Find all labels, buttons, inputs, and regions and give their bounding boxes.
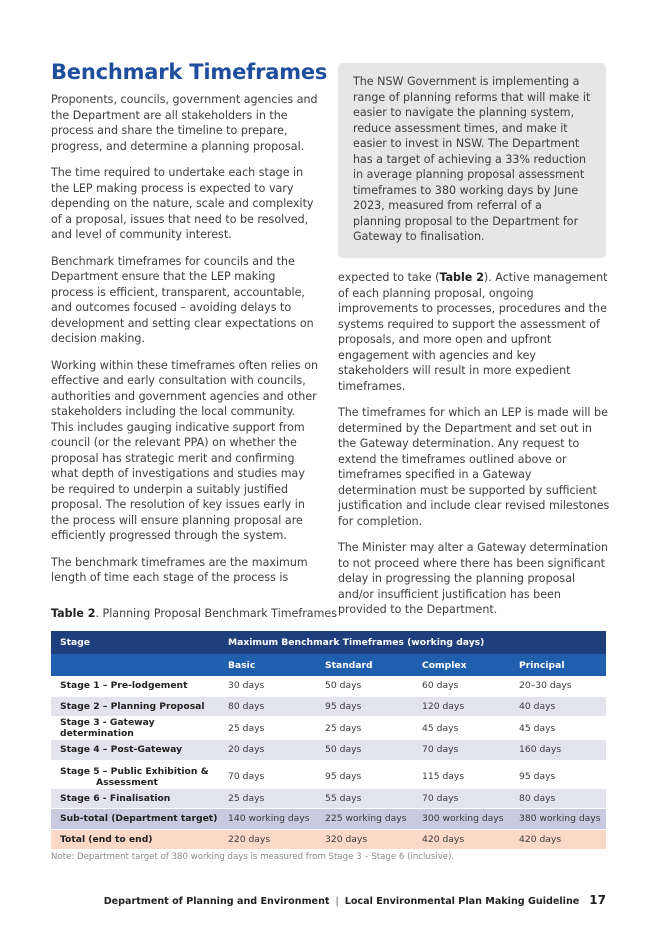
table-caption-label: Table 2 [51,607,96,620]
table-row [51,696,606,717]
total-row [51,829,606,850]
footer-department: Department of Planning and Environment [103,896,330,907]
value-cell: 70 days [413,740,510,761]
value-cell: 25 days [316,717,413,740]
value-cell: 420 days [510,829,606,850]
value-cell: 380 working days [510,809,606,830]
table-caption-text: . Planning Proposal Benchmark Timeframes [95,607,338,620]
value-cell: 140 working days [219,809,316,830]
value-cell: 40 days [510,696,606,717]
value-cell: 225 working days [316,809,413,830]
table-row [51,740,606,761]
right-column [338,270,610,629]
table-row [51,676,606,696]
value-cell: 55 days [316,788,413,809]
stage-cell: Stage 4 – Post-Gateway [51,740,219,761]
value-cell: 95 days [316,696,413,717]
value-cell: 115 days [413,760,510,788]
value-cell: 30 days [219,676,316,696]
value-cell: 25 days [219,788,316,809]
text-run: ). Active management of each planning proposal, ongoing improvements to processes, procedures and the systems required to support the assessment of proposals, and more open and upfront engagement with agencies and key stakeholders will result in more expedient timeframes. [338,271,608,393]
table-caption [51,607,337,620]
stage-line: Assessment [96,776,158,788]
page-number: 17 [589,893,606,907]
value-cell: 95 days [316,760,413,788]
table-row [51,788,606,809]
paragraph: Proponents, councils, government agencies and the Department are all stakeholders in the process and share the timeline to prepare, progress, and determine a planning proposal. [51,93,318,153]
value-cell: 45 days [510,717,606,740]
header-blank [51,654,219,676]
stage-cell: Stage 3 - Gateway determination [51,717,219,740]
page-title: Benchmark Timeframes [51,60,328,84]
value-cell: 80 days [510,788,606,809]
header-stage: Stage [51,631,219,654]
value-cell: 20 days [219,740,316,761]
text-run: expected to take ( [338,271,440,284]
footer-separator: | [335,896,339,907]
footer-guideline: Local Environmental Plan Making Guideline [344,896,580,907]
value-cell: 45 days [413,717,510,740]
header-standard: Standard [316,654,413,676]
value-cell: 320 days [316,829,413,850]
stage-cell: Stage 2 – Planning Proposal [51,696,219,717]
stage-cell: Sub-total (Department target) [51,809,219,830]
left-column [51,92,321,597]
stage-cell: Total (end to end) [51,829,219,850]
stage-line: Stage 5 – Public Exhibition & [60,765,209,777]
value-cell: 70 days [219,760,316,788]
benchmark-table [51,631,606,850]
stage-cell: Stage 6 - Finalisation [51,788,219,809]
value-cell: 95 days [510,760,606,788]
paragraph: Working within these timeframes often relies on effective and early consultation with councils, authorities and government agencies and other stakeholders including the local community. This includes gauging indicative support from council (or the relevant PPA) on whether the proposal has strategic merit and confirming what depth of investigations and studies may be required to underpin a suitably justified proposal. The resolution of key issues early in the process will ensure planning proposal are efficiently progressed through the system. [51,358,319,542]
header-complex: Complex [413,654,510,676]
value-cell: 60 days [413,676,510,696]
header-group: Maximum Benchmark Timeframes (working days) [219,631,606,654]
value-cell: 120 days [413,696,510,717]
value-cell: 220 days [219,829,316,850]
paragraph: Benchmark timeframes for councils and the Department ensure that the LEP making process is efficient, transparent, accountable, and outcomes focused – avoiding delays to development and setting clear expectations on decision making. [51,254,314,345]
stage-cell [51,760,219,788]
value-cell: 420 days [413,829,510,850]
value-cell: 70 days [413,788,510,809]
table-row [51,760,606,788]
value-cell: 300 working days [413,809,510,830]
paragraph [338,270,610,394]
value-cell: 25 days [219,717,316,740]
paragraph: The timeframes for which an LEP is made will be determined by the Department and set out in the Gateway determination. Any request to extend the timeframes outlined above or timeframes specified in a Gateway determination must be supported by sufficient justification and include clear revised milestones for completion. [338,406,610,528]
value-cell: 80 days [219,696,316,717]
stage-cell: Stage 1 – Pre-lodgement [51,676,219,696]
value-cell: 50 days [316,676,413,696]
value-cell: 20–30 days [510,676,606,696]
paragraph: The benchmark timeframes are the maximum length of time each stage of the process is [51,555,308,584]
value-cell: 160 days [510,740,606,761]
header-principal: Principal [510,654,606,676]
callout-text: The NSW Government is implementing a range of planning reforms that will make it easier to navigate the planning system, reduce assessment times, and make it easier to invest in NSW. The Department has a target of achieving a 33% reduction in average planning proposal assessment timeframes to 380 working days by June 2023, measured from referral of a planning proposal to the Department for Gateway to finalisation. [353,75,591,243]
table-reference-link[interactable]: Table 2 [439,271,484,284]
table-note: Note: Department target of 380 working days is measured from Stage 3 – Stage 6 (inclusive). [51,852,455,862]
header-basic: Basic [219,654,316,676]
page-footer [104,893,606,907]
table-row [51,717,606,740]
callout-box [338,63,606,258]
paragraph: The Minister may alter a Gateway determination to not proceed where there has been significant delay in progressing the planning proposal and/or insufficient justification has been provided to the Department. [338,541,609,616]
value-cell: 50 days [316,740,413,761]
subtotal-row [51,809,606,830]
paragraph: The time required to undertake each stage in the LEP making process is expected to vary depending on the nature, scale and complexity of a proposal, issues that need to be resolved, and level of community interest. [51,166,314,241]
